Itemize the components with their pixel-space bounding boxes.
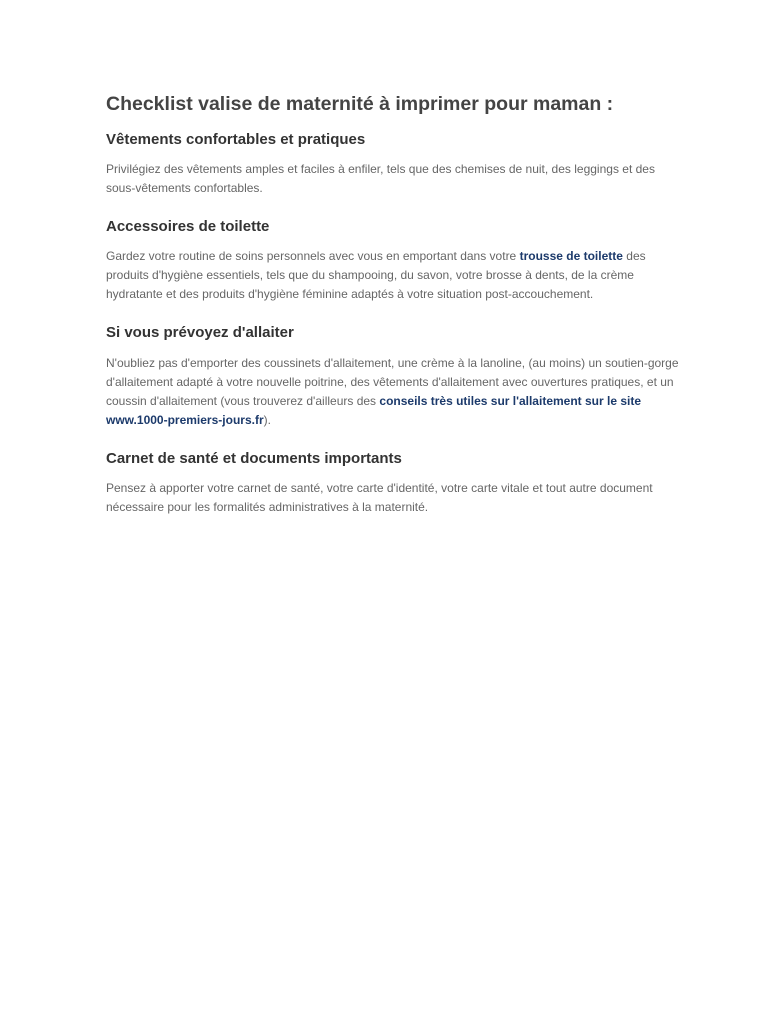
section-text-documents (106, 479, 682, 517)
section-documents (106, 448, 682, 517)
link-trousse-de-toilette[interactable]: trousse de toilette (519, 249, 623, 263)
section-heading-clothing: Vêtements confortables et pratiques (106, 131, 366, 148)
text-segment: ). (263, 413, 271, 427)
link-1000-premiers-jours[interactable]: www.1000-premiers-jours.fr (106, 413, 264, 427)
text-line: Pensez à apporter votre carnet de santé, votre carte d'identité, votre carte vitale et tout autre document (106, 481, 653, 495)
text-line: d'allaitement adapté à votre nouvelle poitrine, des vêtements d'allaitement avec ouvertures pratiques, et un (106, 375, 674, 389)
text-line: produits d'hygiène essentiels, tels que du shampooing, du savon, votre brosse à dents, de la crème (106, 268, 634, 282)
text-line (106, 247, 682, 266)
text-line: sous-vêtements confortables. (106, 181, 263, 195)
section-breastfeeding (106, 322, 682, 430)
text-line: nécessaire pour les formalités administratives à la maternité. (106, 500, 429, 514)
section-toiletries (106, 216, 682, 304)
text-line (106, 411, 682, 430)
document-content (106, 90, 682, 517)
text-segment: Gardez votre routine de soins personnels avec vous en emportant dans votre (106, 249, 520, 263)
section-heading-toiletries: Accessoires de toilette (106, 218, 270, 235)
text-line: hydratante et des produits d'hygiène féminine adaptés à votre situation post-accouchement. (106, 287, 594, 301)
text-segment: des (622, 249, 646, 263)
link-conseils-allaitement[interactable]: conseils très utiles sur l'allaitement sur le site (379, 394, 642, 408)
section-text-toiletries (106, 247, 682, 304)
page-title: Checklist valise de maternité à imprimer pour maman : (106, 93, 614, 115)
section-heading-breastfeeding: Si vous prévoyez d'allaiter (106, 324, 294, 341)
text-line: N'oubliez pas d'emporter des coussinets d'allaitement, une crème à la lanoline, (au moins) un soutien-gorge (106, 356, 679, 370)
text-line (106, 392, 682, 411)
section-text-clothing (106, 160, 682, 198)
section-clothing (106, 129, 682, 198)
text-segment: coussin d'allaitement (vous trouverez d'ailleurs des (106, 394, 380, 408)
section-text-breastfeeding (106, 354, 682, 430)
text-line: Privilégiez des vêtements amples et faciles à enfiler, tels que des chemises de nuit, des leggings et des (106, 162, 655, 176)
section-heading-documents: Carnet de santé et documents importants (106, 450, 402, 467)
